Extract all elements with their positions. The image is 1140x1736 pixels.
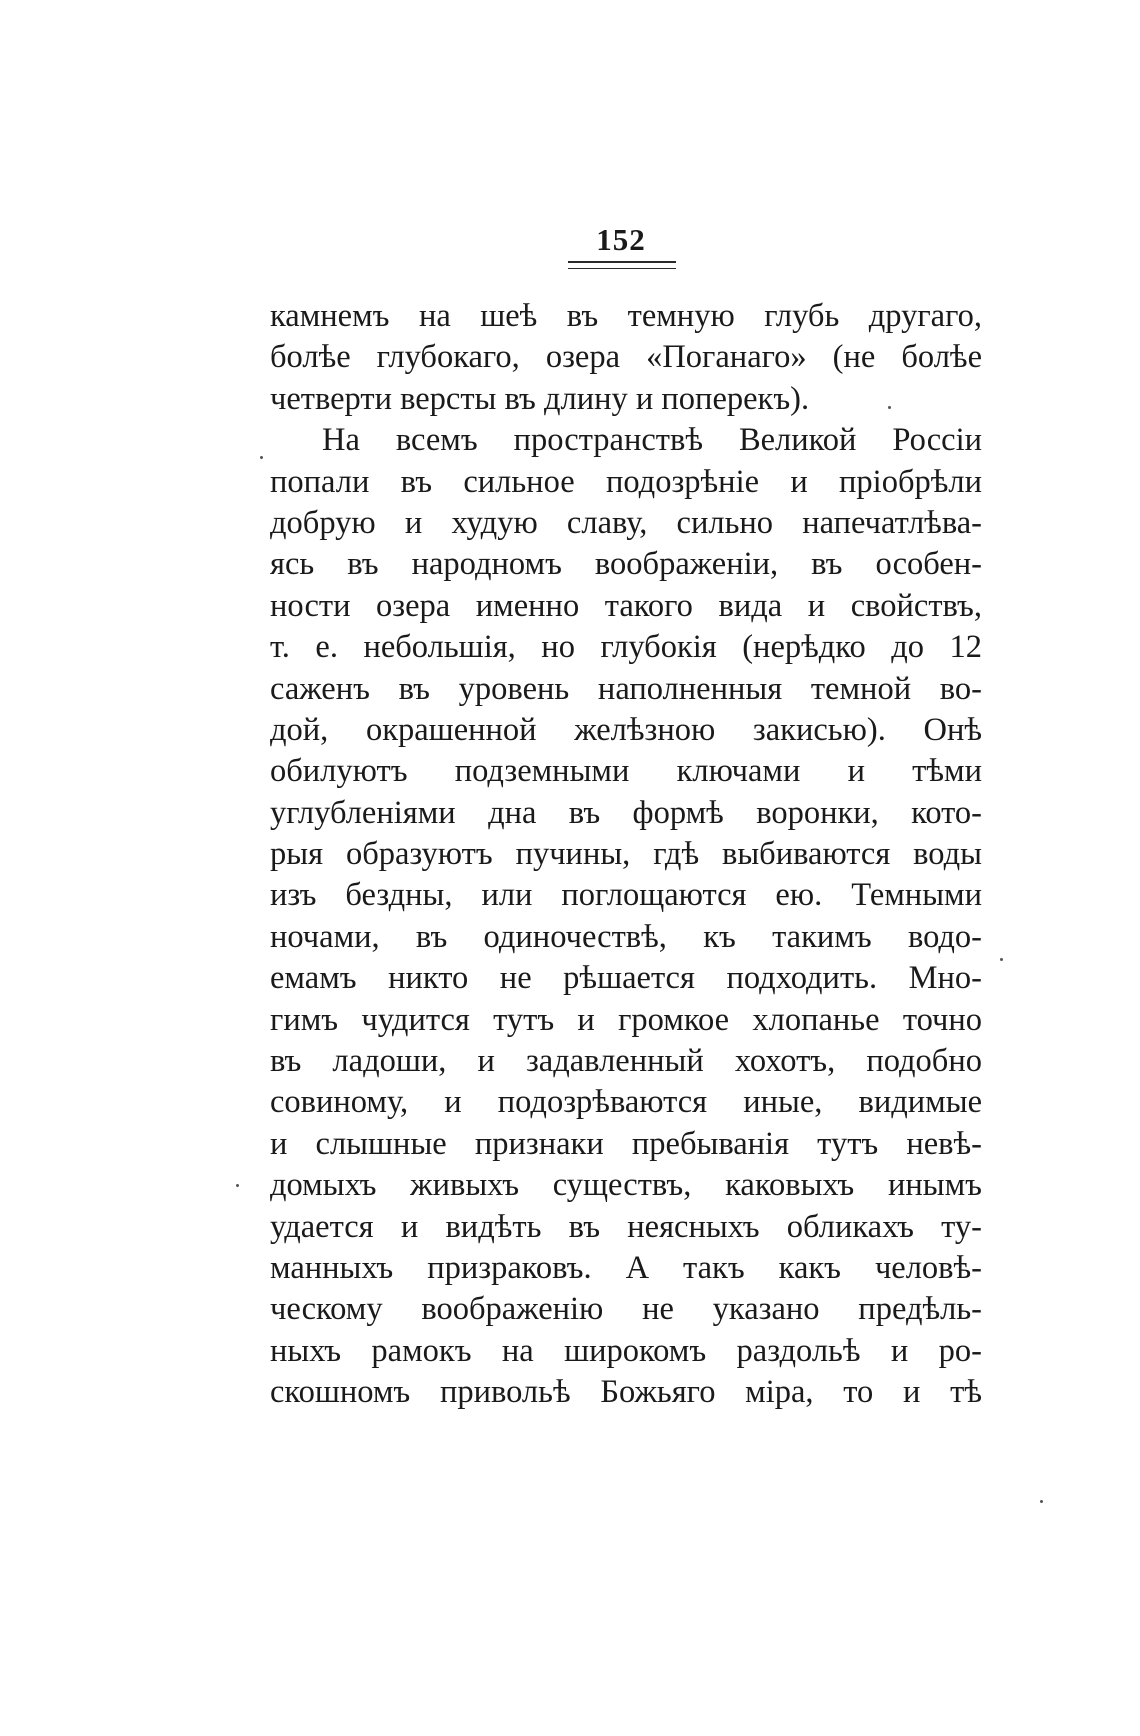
- text-line: болѣе глубокаго, озера «Поганаго» (не болѣе: [270, 339, 982, 376]
- text-line: въ ладоши, и задавленный хохотъ, подобно: [270, 1043, 982, 1080]
- text-line: ныхъ рамокъ на широкомъ раздольѣ и ро-: [270, 1332, 982, 1369]
- scan-speck: [1040, 1500, 1043, 1503]
- text-line: манныхъ призраковъ. А такъ какъ человѣ-: [270, 1249, 982, 1286]
- text-line: совиному, и подозрѣваются иные, видимые: [270, 1084, 982, 1121]
- scan-speck: [236, 1184, 239, 1187]
- text-line: и слышные признаки пребыванія тутъ невѣ-: [270, 1125, 982, 1162]
- text-line: гимъ чудится тутъ и громкое хлопанье точно: [270, 1001, 982, 1038]
- text-line: скошномъ привольѣ Божьяго міра, то и тѣ: [270, 1374, 982, 1411]
- text-line: попали въ сильное подозрѣніе и пріобрѣли: [270, 463, 982, 500]
- text-line: изъ бездны, или поглощаются ею. Темными: [270, 877, 982, 914]
- text-line: саженъ въ уровень наполненныя темной во-: [270, 670, 982, 707]
- text-line: На всемъ пространствѣ Великой Россіи: [322, 422, 982, 459]
- text-line: ческому воображенію не указано предѣль-: [270, 1291, 982, 1328]
- text-line: ясь въ народномъ воображеніи, въ особен-: [270, 546, 982, 583]
- page-number-rule: [568, 261, 676, 269]
- text-line: емамъ никто не рѣшается подходить. Мно-: [270, 960, 982, 997]
- text-line: дой, окрашенной желѣзною закисью). Онѣ: [270, 711, 982, 748]
- text-line: обилуютъ подземными ключами и тѣми: [270, 753, 982, 790]
- text-line: четверти версты въ длину и поперекъ).: [270, 380, 810, 417]
- text-line: рыя образуютъ пучины, гдѣ выбиваются воды: [270, 836, 982, 873]
- text-line: ности озера именно такого вида и свойствъ,: [270, 587, 982, 624]
- text-line: т. е. небольшія, но глубокія (нерѣдко до 12: [270, 629, 982, 666]
- text-line: ночами, въ одиночествѣ, къ такимъ водо-: [270, 918, 982, 955]
- text-line: домыхъ живыхъ существъ, каковыхъ инымъ: [270, 1167, 982, 1204]
- body-text: [270, 296, 982, 1414]
- text-line: добрую и худую славу, сильно напечатлѣва-: [270, 504, 982, 541]
- page-number: 152: [596, 222, 646, 257]
- scan-speck: [888, 406, 891, 409]
- text-line: камнемъ на шеѣ въ темную глубь другаго,: [270, 298, 982, 334]
- text-line: углубленіями дна въ формѣ воронки, кото-: [270, 794, 982, 831]
- text-line: удается и видѣть въ неясныхъ обликахъ ту-: [270, 1208, 982, 1245]
- scan-speck: [260, 456, 263, 459]
- scan-speck: [1000, 958, 1003, 961]
